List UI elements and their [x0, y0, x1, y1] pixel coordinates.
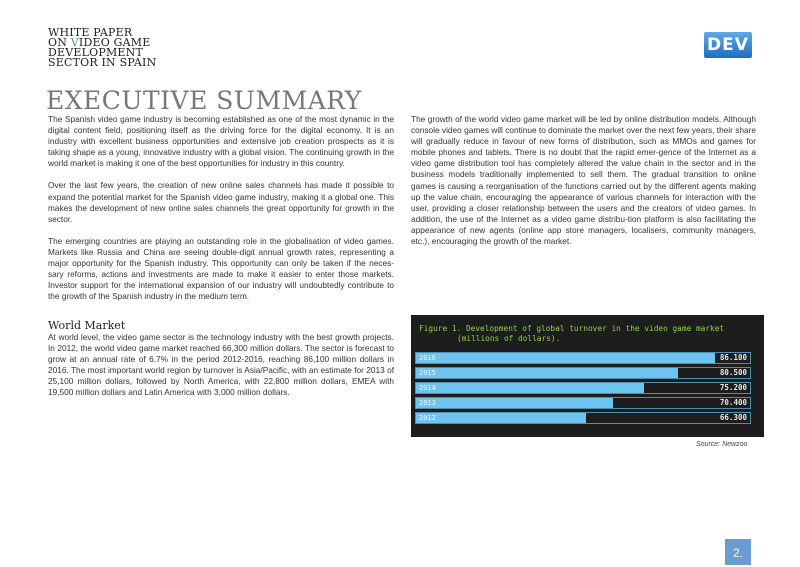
header-line-4: SECTOR IN SPAIN	[48, 56, 157, 69]
bar-row-2012	[415, 412, 751, 424]
section-heading-world-market: World Market	[48, 319, 126, 332]
chart-subtitle: (millions of dollars).	[457, 334, 561, 343]
page-number: 2.	[725, 539, 751, 565]
bar-value-label: 75.200	[719, 383, 747, 392]
chart-title: Figure 1. Development of global turnover in the video game market (millions of dollars).	[419, 324, 725, 343]
header-line-3: DEVELOPMENT	[48, 46, 144, 59]
bar-value-label: 66.300	[719, 413, 747, 422]
bar-2013	[416, 398, 613, 408]
header-line-1: WHITE PAPER	[48, 26, 133, 39]
bar-value-label: 80.500	[719, 368, 747, 377]
left-column	[48, 114, 394, 313]
right-column	[411, 114, 756, 258]
bar-row-2014	[415, 382, 751, 394]
bar-value-label: 70.400	[719, 398, 747, 407]
paragraph: The emerging countries are playing an outstanding role in the globalisation of video games. Markets like Russia and China are seeing double-digit annual growth rates, representing a major opportunity for the Spanish industry. This opportunity can only be taken if the neces-sary reforms, actions and investments are made to make it easier to enter those markets. Investor support for the international expansion of our industry will undoubtedly contribute to the growth of the Spanish industry in the medium term.	[48, 235, 394, 302]
paragraph: Over the last few years, the creation of new online sales channels has made it possible to expand the potential market for the Spanish video game industry, making it a global one. This makes the development of new online sales channels the great opportunity for growth in the sector.	[48, 180, 394, 224]
header-accent-letter: V	[70, 36, 79, 49]
bar-category-label: 2016	[419, 354, 436, 362]
world-market-text: At world level, the video game sector is the technology industry with the best growth projects. In 2012, the world video game market reached 66,300 million dollars. The sector is forecast to grow at an annual rate of 6.7% in the period 2012-2016, reaching 86,100 million dollars in 2016. The most important world region by turnover is Asia/Pacific, with an estimate for 2013 of 25,100 million dollars, followed by North America, with 22,800 million dollars, EMEA with 19,500 million dollars and Latin America with 3,000 million dollars.	[48, 332, 394, 398]
bar-category-label: 2015	[419, 369, 436, 377]
page-title: EXECUTIVE SUMMARY	[46, 86, 362, 115]
bar-2016	[416, 353, 715, 363]
bar-category-label: 2013	[419, 399, 436, 407]
bar-2012	[416, 413, 586, 423]
bar-2014	[416, 383, 644, 393]
chart-source: Source: Newzoo	[696, 441, 748, 448]
dev-logo: DEV	[704, 32, 752, 58]
bar-value-label: 86.100	[719, 353, 747, 362]
turnover-chart	[411, 315, 764, 437]
bar-2015	[416, 368, 678, 378]
paragraph: The growth of the world video game market will be led by online distribution models. Although console video games will continue to dominate the market over the next few years, their share will gradually reduce in favour of new forms of distribution, such as MMOs and games for mobile phones and tablets. There is no doubt that the rapid emer-gence of the Internet as a video game distribution tool has completely altered the value chain in the sector and in the business models traditionally implemented to sell them. The gradual transition to online games is causing a reorganisation of the functions carried out by the different agents making up the value chain, encouraging the appearance of various channels for interaction with the user, providing a closer relationship between the users and the creators of video games. In addition, the use of the Internet as a video game distribu-tion platform is also facilitating the appearance of new agents (online app store managers, localisers, community managers, etc.), encouraging the growth of the market.	[411, 114, 756, 247]
bar-row-2015	[415, 367, 751, 379]
bar-category-label: 2012	[419, 414, 436, 422]
document-header	[48, 28, 156, 68]
bar-row-2013	[415, 397, 751, 409]
bar-category-label: 2014	[419, 384, 436, 392]
bar-row-2016	[415, 352, 751, 364]
paragraph: The Spanish video game industry is becoming established as one of the most dynamic in the digital content field, positioning itself as the driving force for the digital economy. It is an industry with excellent business opportunities and extensive job creation prospects as it is taking shape as a young, innovative industry with a global vision. The continuing growth in the world market is making it one of the best opportunities for industry in this country.	[48, 114, 394, 169]
header-line-2: ON VIDEO GAME	[48, 36, 151, 49]
